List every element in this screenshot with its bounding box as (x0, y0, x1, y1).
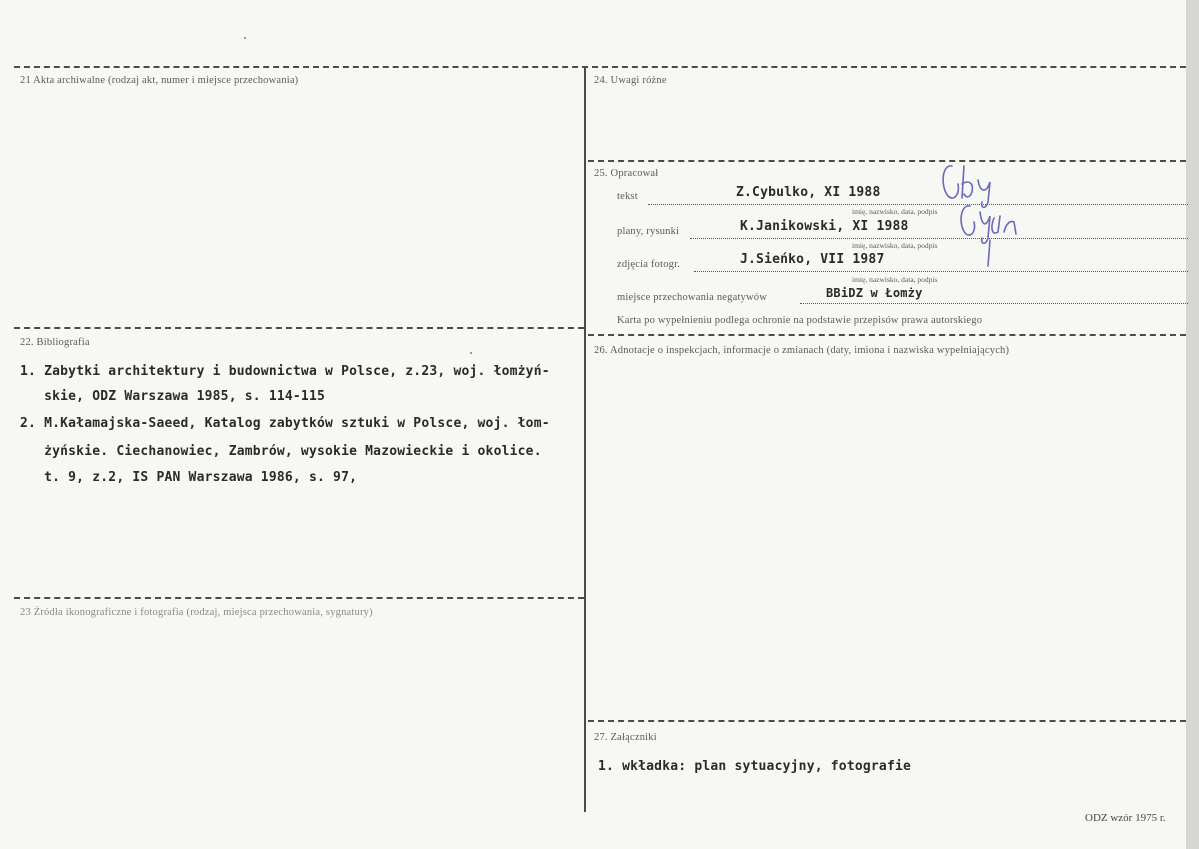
copyright-note: Karta po wypełnieniu podlega ochronie na podstawie przepisów prawa autorskiego (617, 315, 983, 326)
card-edge (1186, 0, 1199, 849)
author-photos-value: J.Sieńko, VII 1987 (740, 252, 885, 267)
section-21-label: 21 Akta archiwalne (rodzaj akt, numer i miejsce przechowania) (20, 75, 299, 86)
paper-mark (244, 37, 246, 39)
section-23-label: 23 Źródła ikonograficzne i fotografia (rodzaj, miejsca przechowania, sygnatury) (20, 607, 373, 618)
negatives-location-label: miejsce przechowania negatywów (617, 292, 768, 303)
attachment-item: 1. wkładka: plan sytuacyjny, fotografie (598, 759, 912, 774)
author-drawings-value: K.Janikowski, XI 1988 (740, 219, 909, 234)
field-caption: imię, nazwisko, data, podpis (852, 207, 938, 216)
section-25-label: 25. Opracował (594, 168, 659, 179)
field-line (648, 204, 1188, 205)
handwritten-signature (930, 158, 1030, 273)
section-27-label: 27. Załączniki (594, 732, 657, 743)
top-rule (14, 66, 1186, 68)
paper-mark (470, 352, 472, 354)
section-26-label: 26. Adnotacje o inspekcjach, informacje o zmianach (daty, imiona i nazwiska wypełniających) (594, 345, 1010, 356)
field-caption: imię, nazwisko, data, podpis (852, 241, 938, 250)
field-caption: imię, nazwisko, data, podpis (852, 275, 938, 284)
author-text-label: tekst (617, 191, 638, 202)
author-text-value: Z.Cybulko, XI 1988 (736, 185, 881, 200)
field-line (800, 303, 1188, 304)
rule-24-25 (588, 160, 1186, 162)
rule-26-27 (588, 720, 1186, 722)
bibliography-line: 1. Zabytki architektury i budownictwa w Polsce, z.23, woj. łomżyń- (20, 364, 550, 379)
bibliography-line: 2. M.Kałamajska-Saeed, Katalog zabytków sztuki w Polsce, woj. łom- (20, 416, 550, 431)
bibliography-line: t. 9, z.2, IS PAN Warszawa 1986, s. 97, (20, 470, 358, 485)
bibliography-line: żyńskie. Ciechanowiec, Zambrów, wysokie Mazowieckie i okolice. (20, 444, 542, 459)
section-22-label: 22. Bibliografia (20, 337, 90, 348)
rule-22-23 (14, 597, 584, 599)
section-24-label: 24. Uwagi różne (594, 75, 667, 86)
rule-25-26 (588, 334, 1186, 336)
rule-21-22 (14, 327, 584, 329)
author-drawings-label: plany, rysunki (617, 226, 680, 237)
center-rule (584, 67, 586, 812)
negatives-location-value: BBiDZ w Łomży (826, 286, 923, 300)
bibliography-line: skie, ODZ Warszawa 1985, s. 114-115 (20, 389, 326, 404)
form-model-footer: ODZ wzór 1975 r. (1085, 812, 1166, 824)
author-photos-label: zdjęcia fotogr. (617, 259, 681, 270)
